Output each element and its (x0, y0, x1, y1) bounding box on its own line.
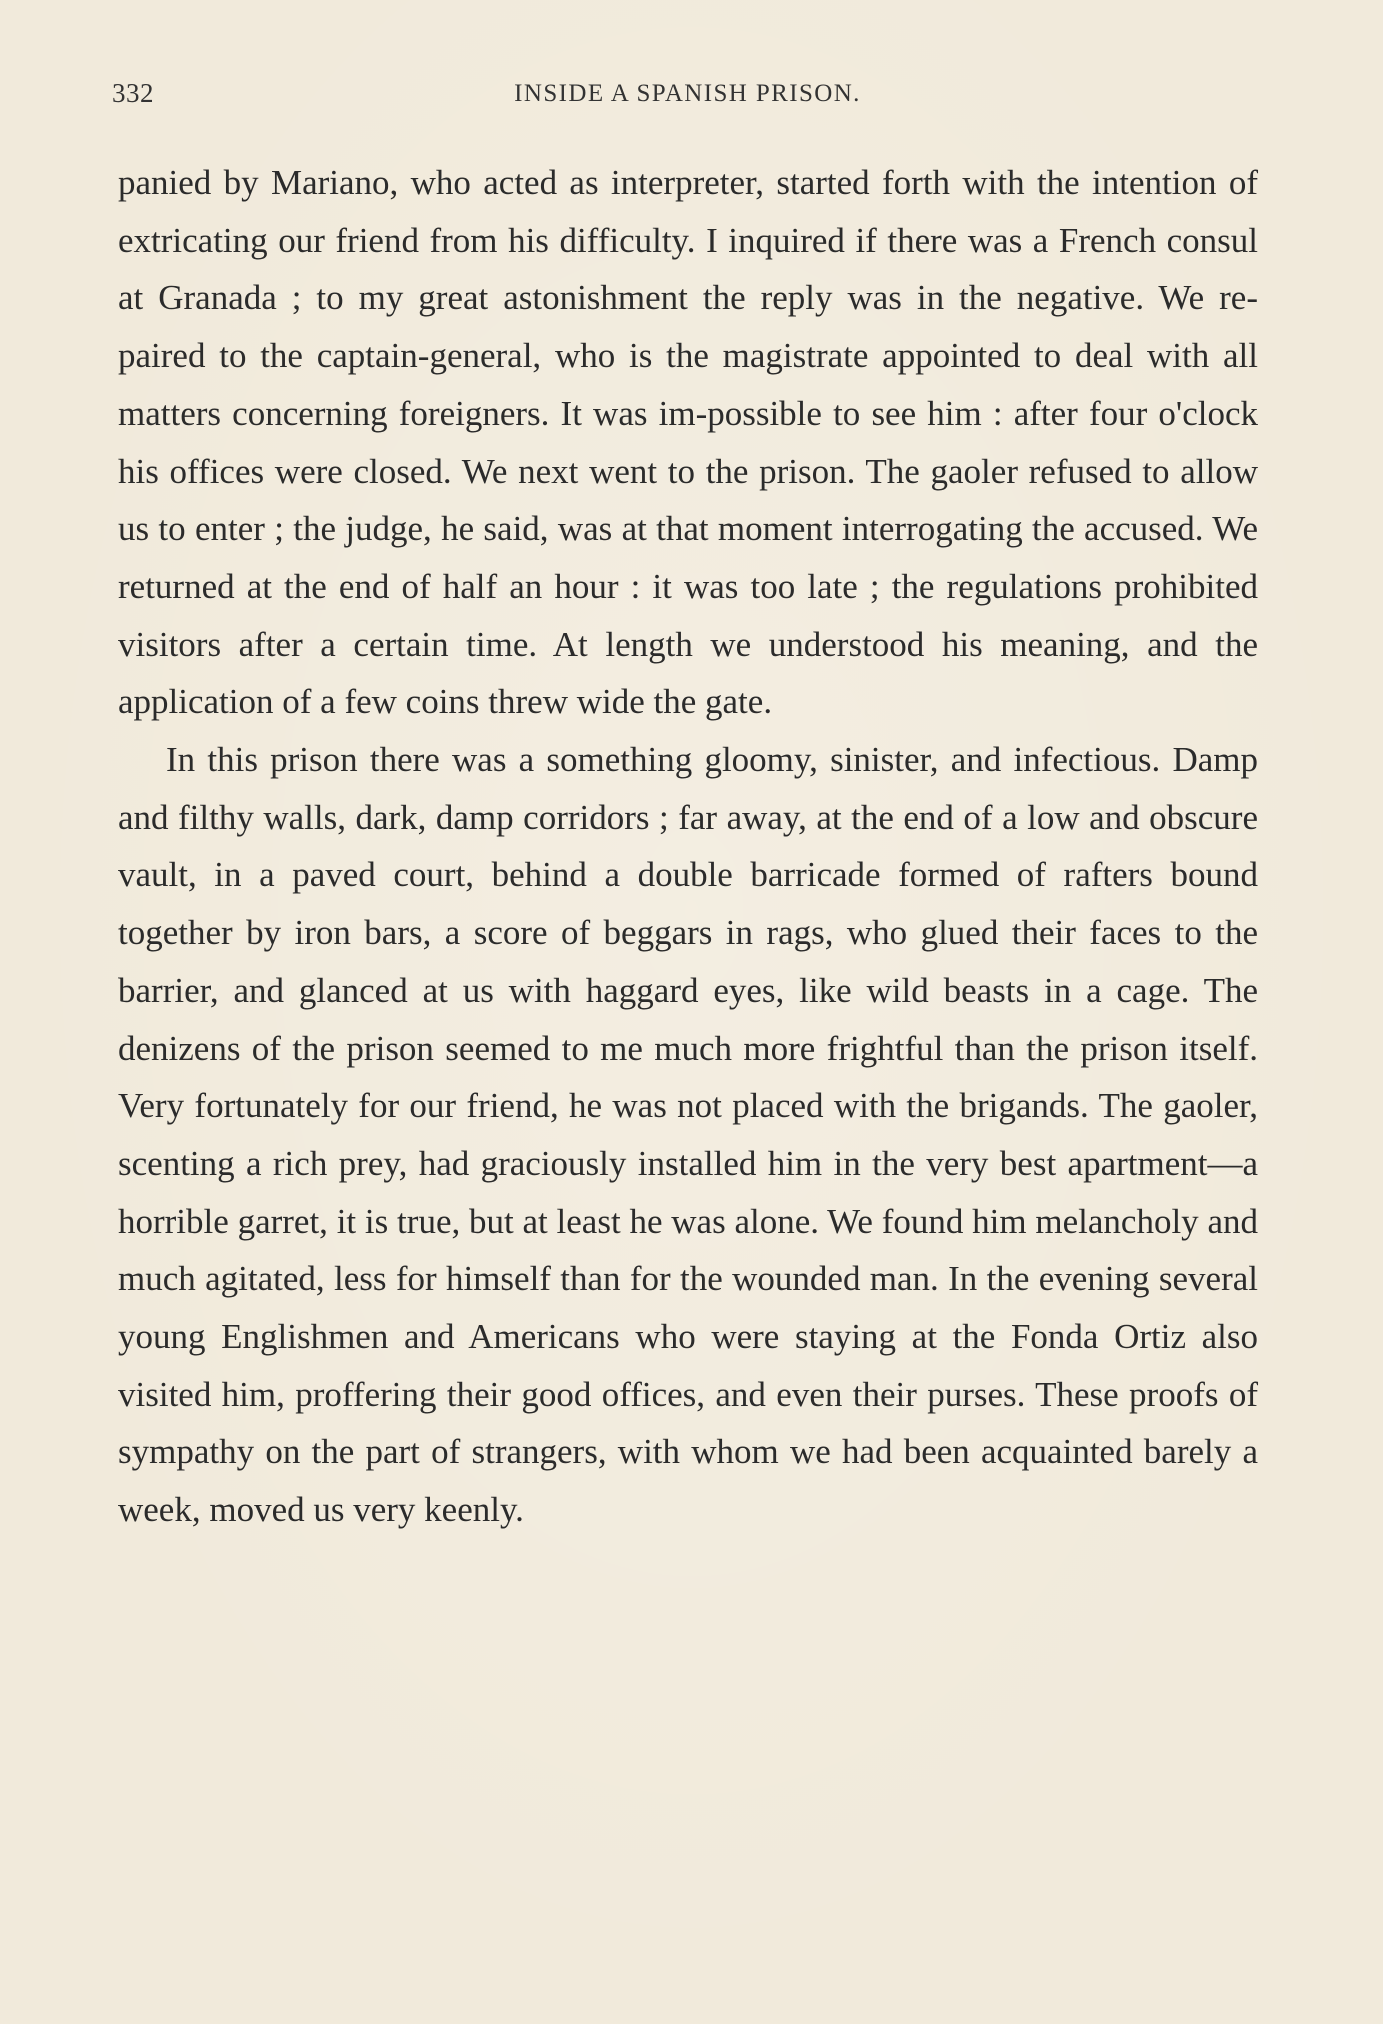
body-text (118, 154, 1258, 1539)
running-title: INSIDE A SPANISH PRISON. (514, 80, 861, 107)
paragraph-1: panied by Mariano, who acted as interpreter, started forth with the intention of extricating our friend from his difficulty. I inquired if there was a French consul at Granada ; to my great astonishment the reply was in the negative. We re-paired to the captain-general, who is the magistrate appointed to deal with all matters concerning foreigners. It was im-possible to see him : after four o'clock his offices were closed. We next went to the prison. The gaoler refused to allow us to enter ; the judge, he said, was at that moment interrogating the accused. We returned at the end of half an hour : it was too late ; the regulations prohibited visitors after a certain time. At length we understood his meaning, and the application of a few coins threw wide the gate. (118, 163, 1258, 722)
page-header (112, 78, 1263, 118)
paragraph-2: In this prison there was a something gloomy, sinister, and infectious. Damp and filthy walls, dark, damp corridors ; far away, at the end of a low and obscure vault, in a paved court, behind a double barricade formed of rafters bound together by iron bars, a score of beggars in rags, who glued their faces to the barrier, and glanced at us with haggard eyes, like wild beasts in a cage. The denizens of the prison seemed to me much more frightful than the prison itself. Very fortunately for our friend, he was not placed with the brigands. The gaoler, scenting a rich prey, had graciously installed him in the very best apartment—a horrible garret, it is true, but at least he was alone. We found him melancholy and much agitated, less for himself than for the wounded man. In the evening several young Englishmen and Americans who were staying at the Fonda Ortiz also visited him, proffering their good offices, and even their purses. These proofs of sympathy on the part of strangers, with whom we had been acquainted barely a week, moved us very keenly. (118, 740, 1258, 1530)
page-number: 332 (112, 78, 154, 108)
